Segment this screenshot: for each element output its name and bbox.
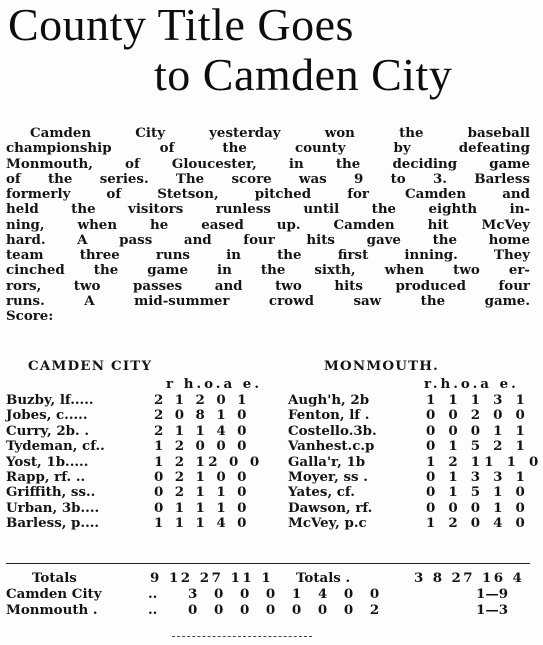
headline-line-2: to Camden City (154, 49, 453, 100)
away-player-name: Vanhest.c.p (288, 438, 375, 455)
away-totals-stats: 3 8 27 16 4 (414, 570, 525, 586)
player-rows (6, 392, 543, 532)
totals-divider (6, 563, 530, 564)
team-headers (6, 358, 536, 376)
table-row (6, 469, 536, 484)
away-player-stats: 0 1 5 1 0 (426, 484, 530, 501)
linescore-row (6, 602, 536, 618)
linescore-leader: .. (148, 586, 158, 602)
article-line: hard. A pass and four hits gave the home (6, 231, 530, 248)
home-player-name: Griffith, ss.. (6, 484, 96, 501)
away-player-name: Fenton, lf . (288, 407, 370, 424)
away-player-stats: 1 1 1 3 1 (426, 392, 530, 408)
bottom-rule (172, 636, 312, 637)
article-line: rors, two passes and two hits produced four (6, 277, 530, 294)
linescore-row (6, 586, 536, 602)
home-player-name: Tydeman, cf.. (6, 438, 105, 455)
box-score (6, 358, 543, 532)
totals-section (6, 570, 536, 618)
away-player-stats: 0 1 3 3 1 (426, 468, 530, 485)
away-player-stats: 1 2 11 1 0 (426, 453, 543, 470)
linescore-team: Monmouth . (6, 602, 98, 618)
home-player-name: Rapp, rf. .. (6, 468, 86, 485)
away-team-header: MONMOUTH. (324, 358, 439, 374)
home-player-name: Curry, 2b. . (6, 422, 89, 439)
away-player-stats: 0 0 0 1 0 (426, 499, 530, 516)
linescore-final: 1—3 (476, 602, 509, 618)
away-player-stats: 0 1 5 2 1 (426, 438, 530, 455)
headline (6, 0, 538, 100)
home-stat-header: r h.o.a e. (166, 376, 262, 392)
table-row (6, 515, 536, 530)
article-line: championship of the county by defeating (6, 140, 530, 157)
linescore-final: 1—9 (476, 586, 509, 602)
totals-row (6, 570, 536, 586)
article-line: Camden City yesterday won the baseball (30, 125, 530, 141)
home-totals-stats: 9 12 27 11 1 (150, 570, 274, 586)
away-player-name: McVey, p.c (288, 515, 367, 532)
away-player-name: Costello.3b. (288, 422, 377, 439)
article-line: runs. A mid-summer crowd saw the game. (6, 292, 530, 309)
away-stat-header: r.h.o.a e. (424, 376, 519, 392)
home-player-stats: 0 1 1 1 0 (154, 499, 250, 516)
linescore-innings: 0 0 0 0 0 0 0 2 (188, 602, 381, 618)
headline-line-1: County Title Goes (8, 0, 354, 50)
article-line: held the visitors runless until the eighth in- (6, 201, 530, 218)
table-row (6, 453, 543, 470)
table-row (6, 484, 536, 499)
table-row (6, 500, 536, 515)
table-row (6, 392, 536, 407)
home-player-name: Barless, p.... (6, 515, 100, 532)
home-player-name: Yost, 1b..... (6, 453, 89, 470)
table-row (6, 423, 536, 438)
away-player-stats: 0 0 2 0 0 (426, 407, 530, 424)
home-player-stats: 2 1 2 0 1 (154, 392, 250, 408)
article-line: ning, when he eased up. Camden hit McVey (6, 216, 530, 233)
article-line: formerly of Stetson, pitched for Camden and (6, 186, 530, 202)
home-player-name: Buzby, lf..... (6, 392, 94, 408)
linescore-team: Camden City (6, 586, 102, 602)
away-player-name: Augh'h, 2b (288, 392, 370, 408)
article-line: team three runs in the first inning. They (6, 247, 530, 263)
article-line: Score: (6, 308, 54, 324)
article-line: Monmouth, of Gloucester, in the deciding game (6, 155, 530, 172)
home-totals-label: Totals (32, 570, 77, 586)
away-player-stats: 1 2 0 4 0 (426, 515, 530, 532)
article-line: of the series. The score was 9 to 3. Barless (6, 170, 530, 187)
home-player-stats: 0 2 1 0 0 (154, 468, 250, 485)
home-player-stats: 2 1 1 4 0 (154, 422, 250, 439)
home-player-stats: 2 0 8 1 0 (154, 407, 250, 424)
away-player-name: Galla'r, 1b (288, 453, 366, 470)
article-body (6, 126, 530, 324)
home-player-stats: 0 2 1 1 0 (154, 484, 250, 501)
table-row (6, 407, 536, 422)
table-row (6, 438, 536, 453)
home-player-stats: 1 2 12 0 0 (154, 453, 263, 470)
article-line: cinched the game in the sixth, when two er- (6, 262, 530, 279)
away-totals-label: Totals . (296, 570, 351, 586)
linescore-innings: 3 0 0 0 1 4 0 0 (188, 586, 381, 602)
away-player-name: Dawson, rf. (288, 499, 373, 516)
home-player-name: Jobes, c..... (6, 407, 88, 424)
stat-headers (6, 376, 536, 392)
away-player-name: Moyer, ss . (288, 468, 368, 485)
home-player-stats: 1 1 1 4 0 (154, 515, 250, 532)
linescore-leader: .. (148, 602, 158, 618)
away-player-name: Yates, cf. (288, 484, 355, 501)
home-player-stats: 1 2 0 0 0 (154, 438, 250, 455)
away-player-stats: 0 0 0 1 1 (426, 422, 530, 439)
home-player-name: Urban, 3b.... (6, 499, 100, 516)
home-team-header: CAMDEN CITY (28, 358, 153, 374)
